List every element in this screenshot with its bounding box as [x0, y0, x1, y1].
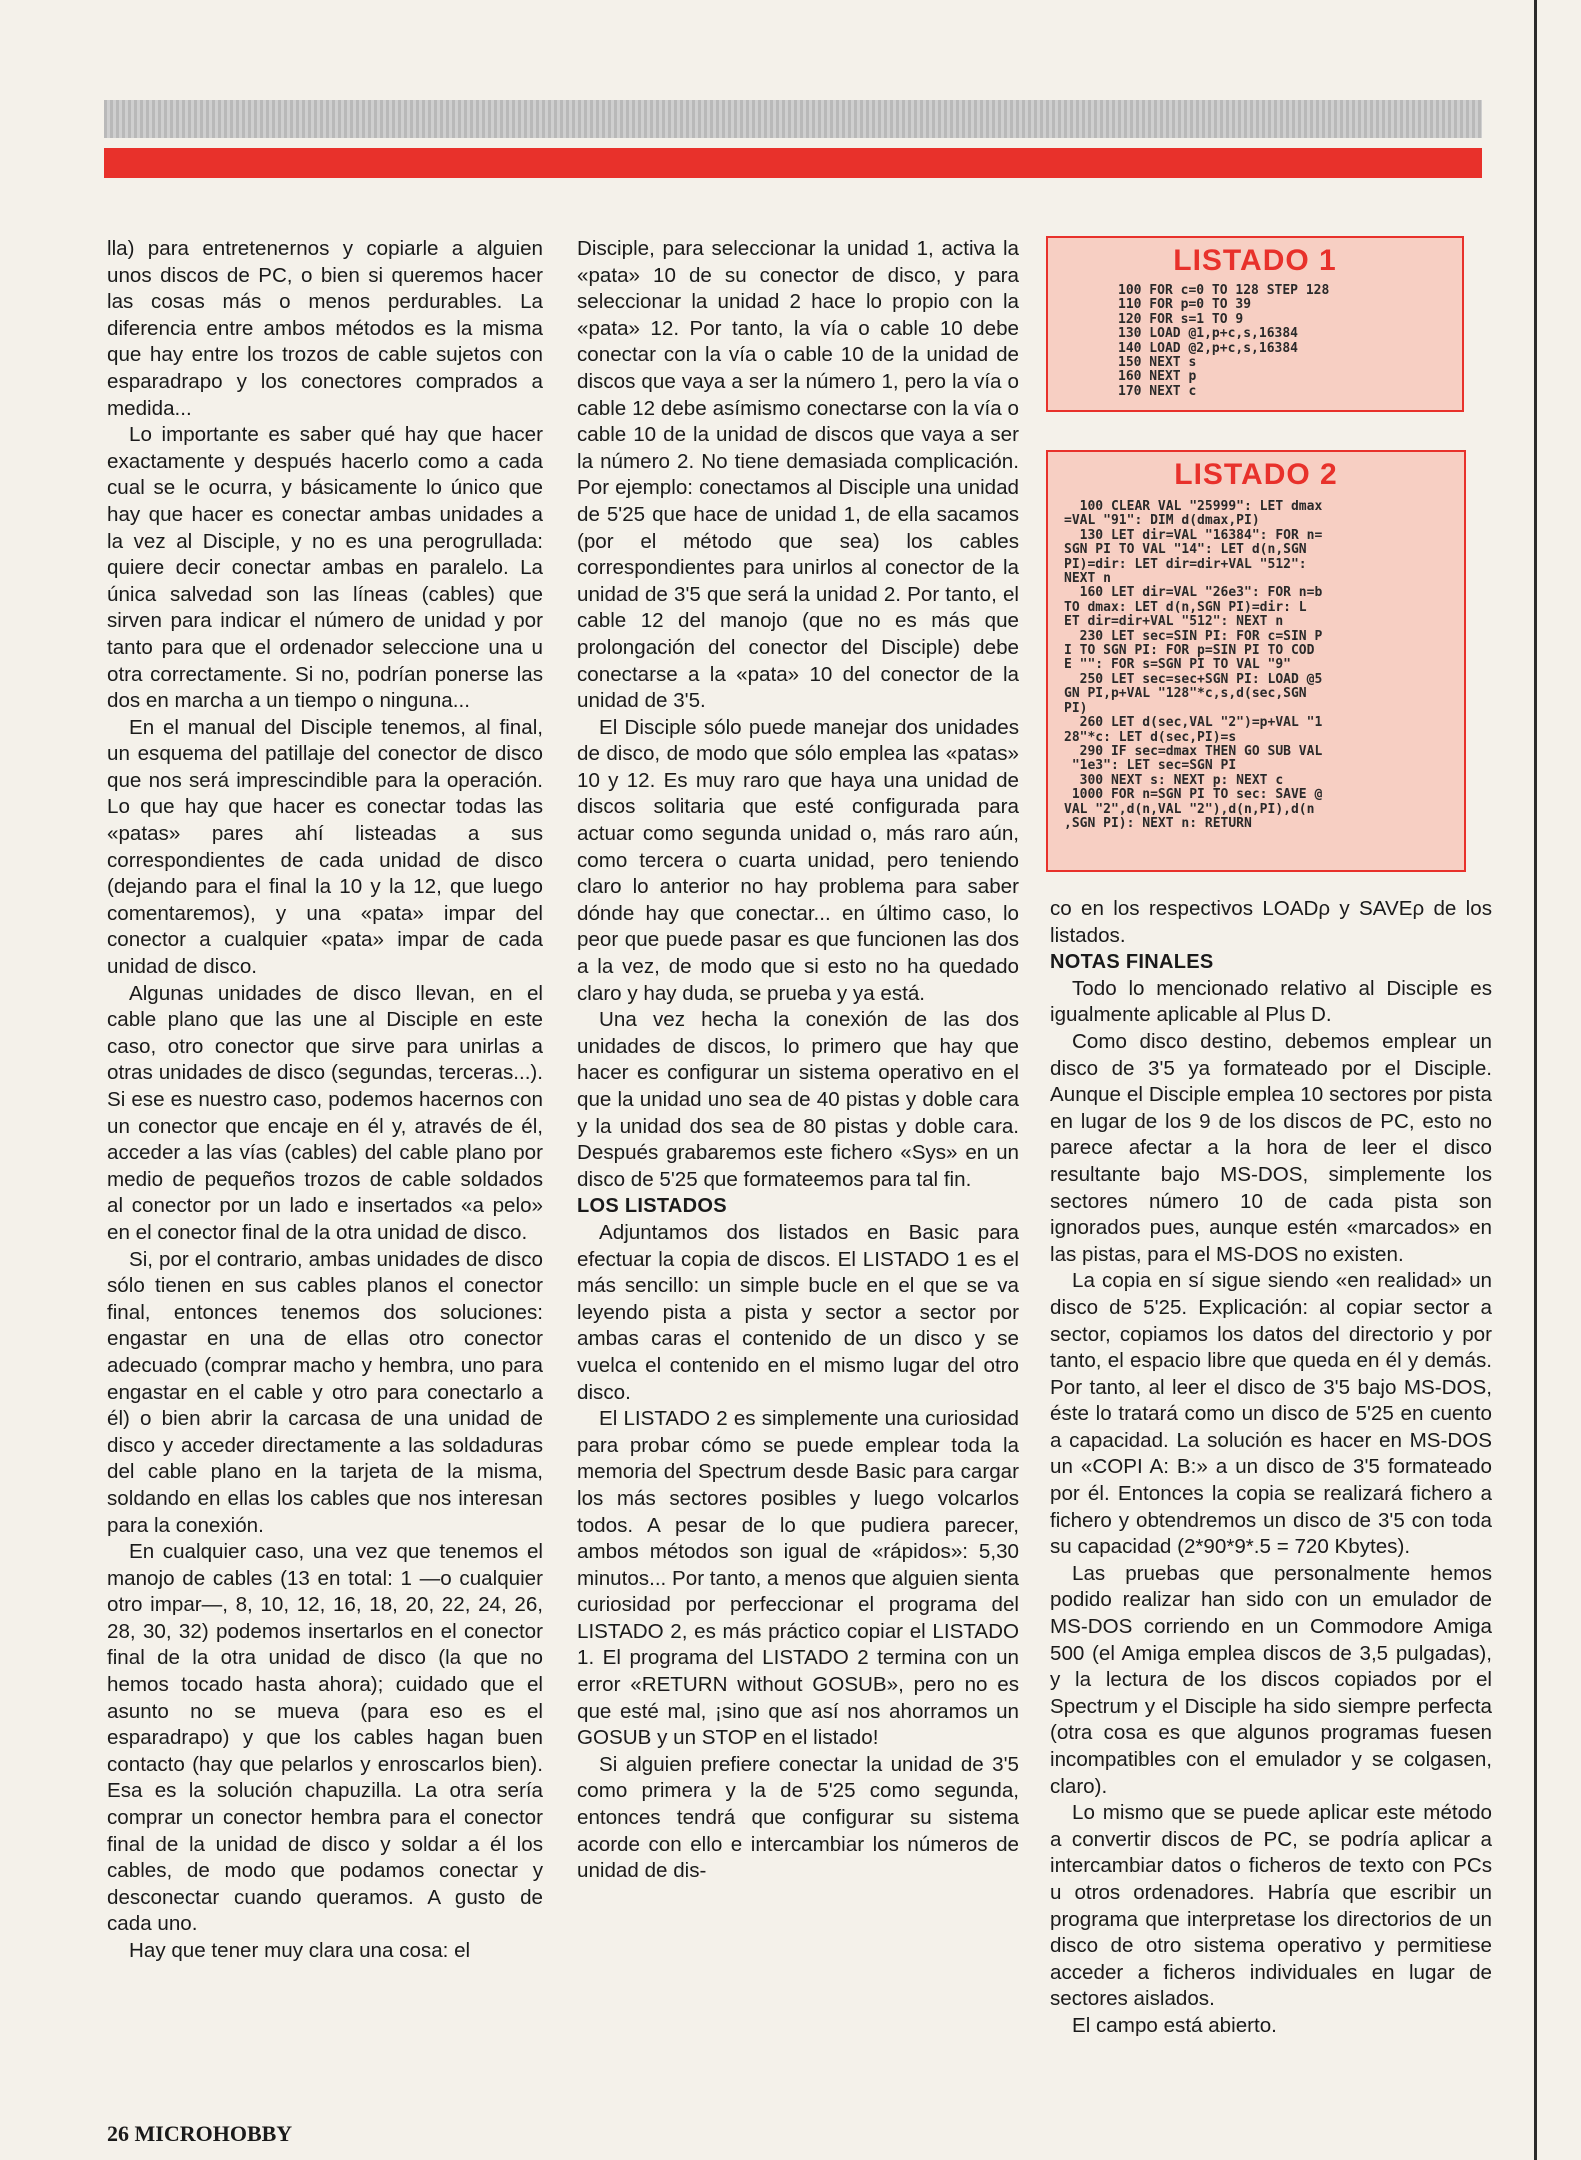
paragraph: El Disciple sólo puede manejar dos unidades de disco, de modo que sólo emplea las «patas» 10 y 12. Es muy raro que haya una unidad de discos solitaria que esté configurada para actuar como segunda unidad o, más raro aún, como tercera o cuarta unidad, pero teniendo claro lo anterior no hay problema para saber dónde hay que conectar... en último caso, lo peor que puede pasar es que funcionen las dos a la vez, de modo que si esto no ha quedado claro y hay duda, se prueba y ya está. — [577, 715, 1019, 1005]
paragraph: En cualquier caso, una vez que tenemos el manojo de cables (13 en total: 1 —o cualquier otro impar—, 8, 10, 12, 16, 18, 20, 22, 24, 26, 28, 30, 32) podemos insertarlos en el conector final de la otra unidad de disco (la que no hemos tocado hasta ahora); cuidado que el asunto no se mueva (para eso es el esparadrapo) y que los cables hagan buen contacto (hay que pelarlos y enroscarlos bien). Esa es la solución chapuzilla. La otra sería comprar un conector hembra para el conector final de la unidad de disco y soldar a él los cables, de modo que podamos conectar y desconectar cuando queramos. A gusto de cada uno. — [107, 1540, 543, 1936]
paragraph: Lo mismo que se puede aplicar este método a convertir discos de PC, se podría aplicar a intercambiar datos o ficheros de texto con PCs u otros ordenadores. Habría que escribir un programa que interpretase los directorios de un disco de otro sistema operativo y permitiese acceder a ficheros individuales en lugar de sectores aislados. — [1050, 1801, 1492, 2011]
paragraph: El LISTADO 2 es simplemente una curiosidad para probar cómo se puede emplear toda la memoria del Spectrum desde Basic para cargar los más sectores posibles y luego volcarlos todos. A pesar de lo que pudiera parecer, ambos métodos son igual de «rápidos»: 5,30 minutos... Por tanto, a menos que alguien sienta curiosidad por perfeccionar el programa del LISTADO 2, es más práctico copiar el LISTADO 1. El programa del LISTADO 2 termina con un error «RETURN without GOSUB», pero no es que esté mal, ¡sino que así nos ahorramos un GOSUB y un STOP en el listado! — [577, 1407, 1019, 1750]
column-3 — [1050, 896, 1492, 2040]
paragraph: Algunas unidades de disco llevan, en el cable plano que las une al Disciple en este caso, otro conector que sirve para unirlas a otras unidades de disco (segundas, terceras...). Si ese es nuestro caso, podemos hacernos con un conector que encaje en él y, através de él, acceder a las vías (cables) del cable plano por medio de pequeños trozos de cable soldados al conector por un lado e insertados «a pelo» en el conector final de la otra unidad de disco. — [107, 981, 543, 1244]
paragraph: Las pruebas que personalmente hemos podido realizar han sido con un emulador de MS-DOS corriendo en un Commodore Amiga 500 (el Amiga emplea discos de 3,5 pulgadas), y la lectura de los discos copiados por el Spectrum y el Disciple ha sido siempre perfecta (otra cosa es que algunos programas fuesen incompatibles con el emulador y se colgasen, claro). — [1050, 1561, 1492, 1798]
listing-2-title: LISTADO 2 — [1174, 458, 1338, 491]
header-stripe — [104, 100, 1482, 138]
paragraph: Adjuntamos dos listados en Basic para efectuar la copia de discos. El LISTADO 1 es el más sencillo: un simple bucle en el que se va leyendo pista a pista y sector a sector por ambas caras el contenido de un disco y se vuelca el contenido en el mismo lugar del otro disco. — [577, 1220, 1019, 1404]
listing-2-code: 100 CLEAR VAL "25999": LET dmax =VAL "91": DIM d(dmax,PI) 130 LET dir=VAL "16384": FOR n= SGN PI TO VAL "14": LET d(n,SGN PI)=dir: LET dir=dir+VAL "512": NEXT n 160 LET dir=VAL "26e3": FOR n=b TO dmax: LET d(n,SGN PI)=dir: L ET dir=dir+VAL "512": NEXT n 230 LET sec=SIN PI: FOR c=SIN P I TO SGN PI: FOR p=SIN PI TO COD E "": FOR s=SGN PI TO VAL "9" 250 LET sec=sec+SGN PI: LOAD @5 GN PI,p+VAL "128"*c,s,d(sec,SGN PI) 260 LET d(sec,VAL "2")=p+VAL "1 28"*c: LET d(sec,PI)=s 290 IF sec=dmax THEN GO SUB VAL "1e3": LET sec=SGN PI 300 NEXT s: NEXT p: NEXT c 1000 FOR n=SGN PI TO sec: SAVE @ VAL "2",d(n,VAL "2"),d(n,PI),d(n ,SGN PI): NEXT n: RETURN — [1064, 499, 1323, 831]
page-number: 26 — [107, 2121, 129, 2146]
paragraph: co en los respectivos LOADρ y SAVEρ de los listados. — [1050, 897, 1492, 947]
magazine-name: MICROHOBBY — [134, 2121, 293, 2146]
paragraph: La copia en sí sigue siendo «en realidad» un disco de 5'25. Explicación: al copiar sector a sector, copiamos los datos del directorio y por tanto, el espacio libre que queda en él y demás. Por tanto, al leer el disco de 3'5 bajo MS-DOS, éste lo tratará como un disco de 5'25 en cuento a capacidad. La solución es hacer en MS-DOS un «COPI A: B:» a un disco de 3'5 formateado por él. Entonces la copia se realizará fichero a fichero y obtendremos un disco de 3'5 con toda su capacidad (2*90*9*.5 = 720 Kbytes). — [1050, 1269, 1492, 1559]
section-heading-listados: LOS LISTADOS — [577, 1195, 727, 1218]
listing-1-title: LISTADO 1 — [1173, 244, 1337, 277]
listing-1-code: 100 FOR c=0 TO 128 STEP 128 110 FOR p=0 TO 39 120 FOR s=1 TO 9 130 LOAD @1,p+c,s,16384 140 LOAD @2,p+c,s,16384 150 NEXT s 160 NEXT p 170 NEXT c — [1118, 283, 1330, 399]
paragraph: Todo lo mencionado relativo al Disciple es igualmente aplicable al Plus D. — [1050, 976, 1492, 1027]
listing-2-box — [1046, 450, 1466, 872]
column-2 — [577, 236, 1019, 1885]
page-edge — [1534, 0, 1537, 2160]
section-heading-notas-finales: NOTAS FINALES — [1050, 951, 1214, 974]
header-red-bar — [104, 148, 1482, 178]
paragraph: Hay que tener muy clara una cosa: el — [129, 1939, 471, 1962]
paragraph: Como disco destino, debemos emplear un disco de 3'5 ya formateado por el Disciple. Aunque el Disciple emplea 10 sectores por pista en lugar de los 9 de los discos de PC, esto no parece afectar a la hora de leer el disco resultante bajo MS-DOS, simplemente los sectores número 10 de cada pista son ignorados pues, aunque estén «marcados» en las pistas, para el MS-DOS no existen. — [1050, 1029, 1492, 1266]
page-footer — [107, 2121, 292, 2147]
paragraph: lla) para entretenernos y copiarle a alguien unos discos de PC, o bien si queremos hacer las cosas más o menos perdurables. La diferencia entre ambos métodos es la misma que hay entre los trozos de cable sujetos con esparadrapo y los conectores comprados a medida... — [107, 237, 543, 420]
paragraph: Si, por el contrario, ambas unidades de disco sólo tienen en sus cables planos el conector final, entonces tenemos dos soluciones: engastar en una de ellas otro conector adecuado (comprar macho y hembra, uno para engastar en el cable y otro para conectarlo a él) o bien abrir la carcasa de una unidad de disco y acceder directamente a las soldaduras del cable plano en la tarjeta de la misma, soldando en ellas los cables que nos interesan para la conexión. — [107, 1247, 543, 1537]
paragraph: El campo está abierto. — [1072, 2013, 1277, 2037]
paragraph: Una vez hecha la conexión de las dos unidades de discos, lo primero que hay que hacer es configurar un sistema operativo en el que la unidad uno sea de 40 pistas y doble cara y la unidad dos sea de 80 pistas y doble cara. Después grabaremos este fichero «Sys» en un disco de 5'25 que formateemos para tal fin. — [577, 1008, 1019, 1191]
paragraph: Disciple, para seleccionar la unidad 1, activa la «pata» 10 de su conector de disco, y para seleccionar la unidad 2 hace lo propio con la «pata» 12. Por tanto, la vía o cable 10 debe conectar con la vía o cable 10 de la unidad de discos que vaya a ser la número 1, pero la vía o cable 12 debe asímismo conectarse con la vía o cable 10 de la unidad de discos que vaya a ser la número 2. No tiene demasiada complicación. Por ejemplo: conectamos al Disciple una unidad de 5'25 que hace de unidad 1, de ella sacamos (por el método que sea) los cables correspondientes para unirlos al conector de la unidad de 3'5 que será la unidad 2. Por tanto, el cable 12 del manojo (que no es más que prolongación del conector del Disciple) debe conectarse a la «pata» 10 del conector de la unidad de 3'5. — [577, 237, 1019, 713]
paragraph: Si alguien prefiere conectar la unidad de 3'5 como primera y la de 5'25 como segunda, entonces tendrá que configurar su sistema acorde con ello e intercambiar los números de unidad de dis- — [577, 1752, 1019, 1883]
paragraph: Lo importante es saber qué hay que hacer exactamente y después hacerlo como a cada cual se le ocurra, y básicamente lo único que hay que hacer es conectar ambas unidades a la vez al Disciple, y no es una perogrullada: quiere decir conectar ambas en paralelo. La única salvedad son las líneas (cables) que sirven para indicar el número de unidad y por tanto para que el ordenador seleccione una u otra correctamente. Si no, podrían ponerse las dos en marcha a un tiempo o ninguna... — [107, 423, 543, 713]
listing-1-box — [1046, 236, 1464, 412]
column-1 — [107, 236, 543, 1965]
paragraph: En el manual del Disciple tenemos, al final, un esquema del patillaje del conector de disco que nos será imprescindible para la operación. Lo que hay que hacer es conectar todas las «patas» pares ahí listeadas a sus correspondientes de cada unidad de disco (dejando para el final la 10 y la 12, que luego comentaremos), y una «pata» impar del conector a cualquier «pata» impar de cada unidad de disco. — [107, 715, 543, 979]
